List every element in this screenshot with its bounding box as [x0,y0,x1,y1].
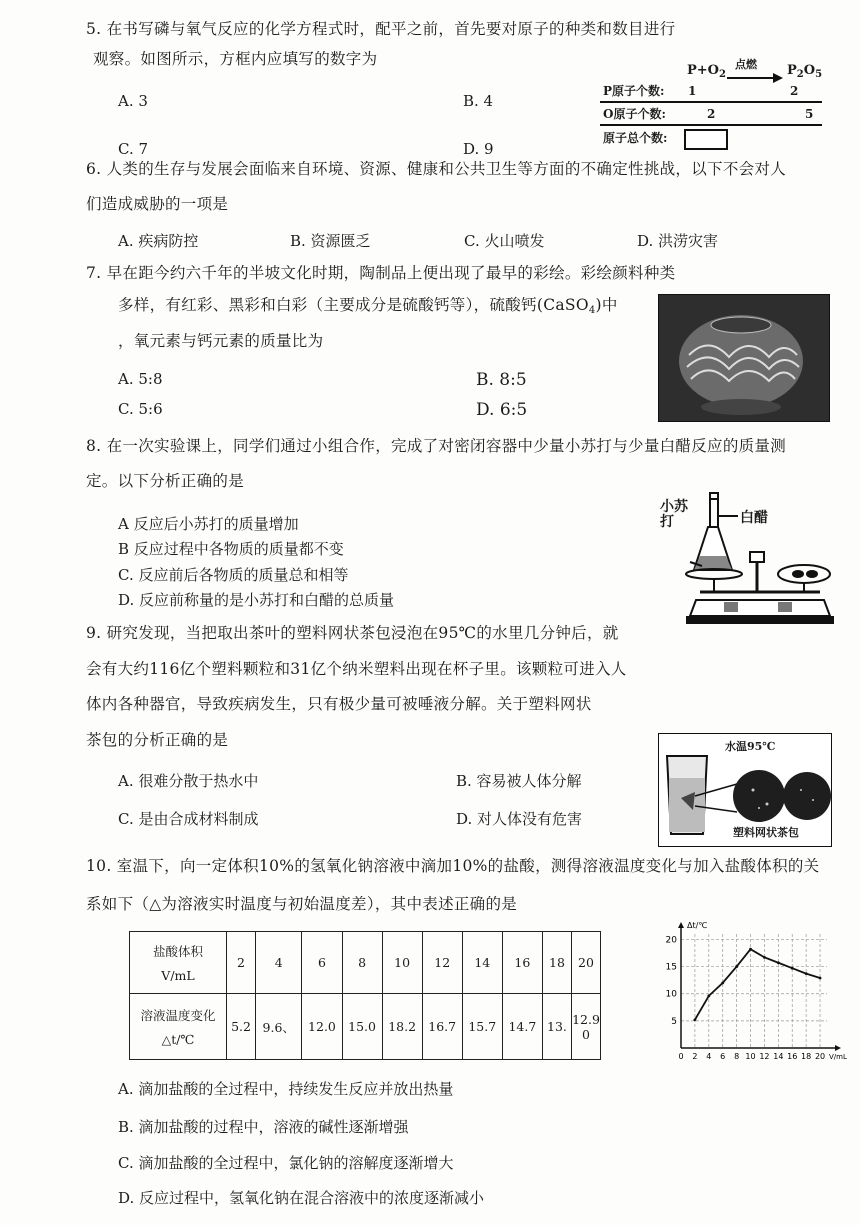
q10-cell-t9: 13. [542,994,571,1060]
x-tick-label: 16 [787,1052,798,1061]
q10-stem-line2: 系如下（△为溶液实时温度与初始温度差），其中表述正确的是 [86,895,518,913]
x-tick-label: 2 [692,1052,698,1061]
q8-option-c: C. 反应前后各物质的质量总和相等 [118,566,349,584]
q10-cell-t1: 5.2 [227,994,256,1060]
q9-option-c: C. 是由合成材料制成 [118,810,259,828]
q10-table-row-temp [130,994,601,1060]
q10-option-b: B. 滴加盐酸的过程中，溶液的碱性逐渐增强 [118,1118,409,1136]
q10-cell-v5: 10 [382,932,422,994]
q6-option-a: A. 疾病防控 [118,232,199,250]
temperature-chart [655,910,845,1062]
data-point [721,981,724,984]
balance-scale-icon [680,492,835,637]
data-point [763,956,766,959]
q10-cell-t5: 18.2 [382,994,422,1060]
q5-product: $P_2O_5$ [787,63,823,80]
q9-stem-line3: 体内各种器官，导致疾病发生，只有极少量可被唾液分解。关于塑料网状 [86,695,592,713]
q10-cell-v3: 6 [302,932,342,994]
q6-option-d: D. 洪涝灾害 [637,232,719,250]
q10-stem-line1: 10. 室温下，向一定体积10%的氢氧化钠溶液中滴加10%的盐酸，测得溶液温度变化与加入盐酸体积的关 [86,857,820,875]
q10-cell-v4: 8 [342,932,382,994]
q5-equation-figure [595,55,825,155]
x-tick-label: 4 [706,1052,712,1061]
q7-option-d: D. 6:5 [476,400,528,420]
q10-cell-v2: 4 [256,932,302,994]
q5-reaction-arrow-icon [725,69,785,83]
y-axis-label: Δt/℃ [687,921,708,930]
q5-p-count-left: 1 [688,84,697,98]
data-point [805,972,808,975]
q10-cell-t3: 12.0 [302,994,342,1060]
q8-stem-line1: 8. 在一次实验课上，同学们通过小组合作，完成了对密闭容器中少量小苏打与少量白醋反应的质量测 [86,437,787,455]
x-tick-label: 18 [801,1052,812,1061]
data-point [749,948,752,951]
x-tick-label: 6 [720,1052,726,1061]
q10-cell-t7: 15.7 [462,994,502,1060]
q5-divider-1 [600,101,822,103]
q10-cell-v9: 18 [542,932,571,994]
q5-condition: 点燃 [735,58,757,71]
y-tick-label: 10 [665,989,677,1000]
tea-bag-water-temp-label: 水温95℃ [725,740,776,753]
data-point [791,967,794,970]
q9-option-a: A. 很难分散于热水中 [118,772,259,790]
q5-o-count-left: 2 [707,107,716,121]
q9-stem-line1: 9. 研究发现，当把取出茶叶的塑料网状茶包浸泡在95℃的水里几分钟后，就 [86,624,619,642]
q10-table-row-volume [130,932,601,994]
q10-table-header-temp: 溶液温度变化 △t/℃ [130,994,227,1060]
q10-cell-v10: 20 [572,932,601,994]
q5-divider-2 [600,124,822,126]
q7-option-b: B. 8:5 [476,370,527,390]
q10-data-table [129,931,601,1060]
q5-option-d: D. 9 [463,140,494,158]
y-tick-label: 15 [665,962,677,973]
x-tick-label: 12 [759,1052,770,1061]
x-axis-arrow [835,1045,841,1051]
y-axis-arrow [678,922,684,928]
q8-stem-line2: 定。以下分析正确的是 [86,472,245,490]
x-tick-label: 10 [745,1052,756,1061]
q8-label-vinegar: 白醋 [740,510,768,526]
data-point [735,965,738,968]
data-point [694,1018,697,1021]
q10-option-a: A. 滴加盐酸的全过程中，持续发生反应并放出热量 [118,1080,454,1098]
q6-stem-line2: 们造成威胁的一项是 [86,195,229,213]
q5-total-label: 原子总个数: [603,131,668,145]
q10-table-header-volume: 盐酸体积 V/mL [130,932,227,994]
q10-cell-t6: 16.7 [422,994,462,1060]
q5-option-c: C. 7 [118,140,149,158]
q9-stem-line2: 会有大约116亿个塑料颗粒和31亿个纳米塑料出现在杯子里。该颗粒可进入人 [86,660,627,678]
x-tick-label: 0 [678,1052,684,1061]
q5-p-count-label: P原子个数: [603,84,665,98]
x-tick-label: 20 [814,1052,826,1061]
q5-stem-line2: 观察。如图所示，方框内应填写的数字为 [93,50,378,68]
q10-option-d: D. 反应过程中，氢氧化钠在混合溶液中的浓度逐渐减小 [118,1189,485,1207]
q5-option-a: A. 3 [118,92,148,110]
pottery-icon [659,295,829,421]
q9-option-b: B. 容易被人体分解 [456,772,582,790]
q10-cell-v8: 16 [502,932,542,994]
series-line [695,949,820,1020]
data-point [819,977,822,980]
q7-stem-line3: ，氧元素与钙元素的质量比为 [118,332,324,350]
q5-p-count-right: 2 [790,84,799,98]
q7-stem-line1: 7. 早在距今约六千年的半坡文化时期，陶制品上便出现了最早的彩绘。彩绘颜料种类 [86,264,676,282]
q6-option-b: B. 资源匮乏 [290,232,371,250]
tea-bag-caption: 塑料网状茶包 [733,826,799,839]
q6-option-c: C. 火山喷发 [464,232,545,250]
x-tick-label: 8 [734,1052,740,1061]
q8-option-b: B 反应过程中各物质的质量都不变 [118,540,344,558]
data-point [707,994,710,997]
y-tick-label: 5 [671,1016,677,1027]
painted-pottery-photo [658,294,830,422]
q7-option-c: C. 5:6 [118,400,163,418]
q10-cell-t10: 12.9 0 [572,994,601,1060]
q9-option-d: D. 对人体没有危害 [456,810,583,828]
q10-cell-t4: 15.0 [342,994,382,1060]
q8-label-baking-soda: 小苏打 [660,499,688,530]
q9-stem-line4: 茶包的分析正确的是 [86,731,229,749]
q10-cell-v6: 12 [422,932,462,994]
q7-stem-line2: 多样，有红彩、黑彩和白彩（主要成分是硫酸钙等），硫酸钙(CaSO$_4$)中 [118,296,618,316]
q5-answer-box [684,129,728,150]
q8-option-d: D. 反应前称量的是小苏打和白醋的总质量 [118,591,395,609]
q7-option-a: A. 5:8 [118,370,163,388]
q10-cell-v1: 2 [227,932,256,994]
q5-o-count-right: 5 [805,107,814,121]
q10-option-c: C. 滴加盐酸的全过程中，氯化钠的溶解度逐渐增大 [118,1154,454,1172]
y-tick-label: 20 [665,935,677,946]
data-point [777,961,780,964]
q5-stem-line1: 5. 在书写磷与氧气反应的化学方程式时，配平之前，首先要对原子的种类和数目进行 [86,20,676,38]
q5-option-b: B. 4 [463,92,494,110]
x-axis-label: V/mL [829,1053,847,1061]
q10-cell-t2: 9.6、 [256,994,302,1060]
q8-option-a: A 反应后小苏打的质量增加 [118,515,299,533]
x-tick-label: 14 [773,1052,784,1061]
q5-reactant: $P+O_2$ [687,63,726,80]
q10-cell-t8: 14.7 [502,994,542,1060]
q6-stem-line1: 6. 人类的生存与发展会面临来自环境、资源、健康和公共卫生等方面的不确定性挑战，以下不会对人 [86,160,787,178]
tea-bag-figure [658,733,832,847]
q5-o-count-label: O原子个数: [603,107,666,121]
q10-cell-v7: 14 [462,932,502,994]
